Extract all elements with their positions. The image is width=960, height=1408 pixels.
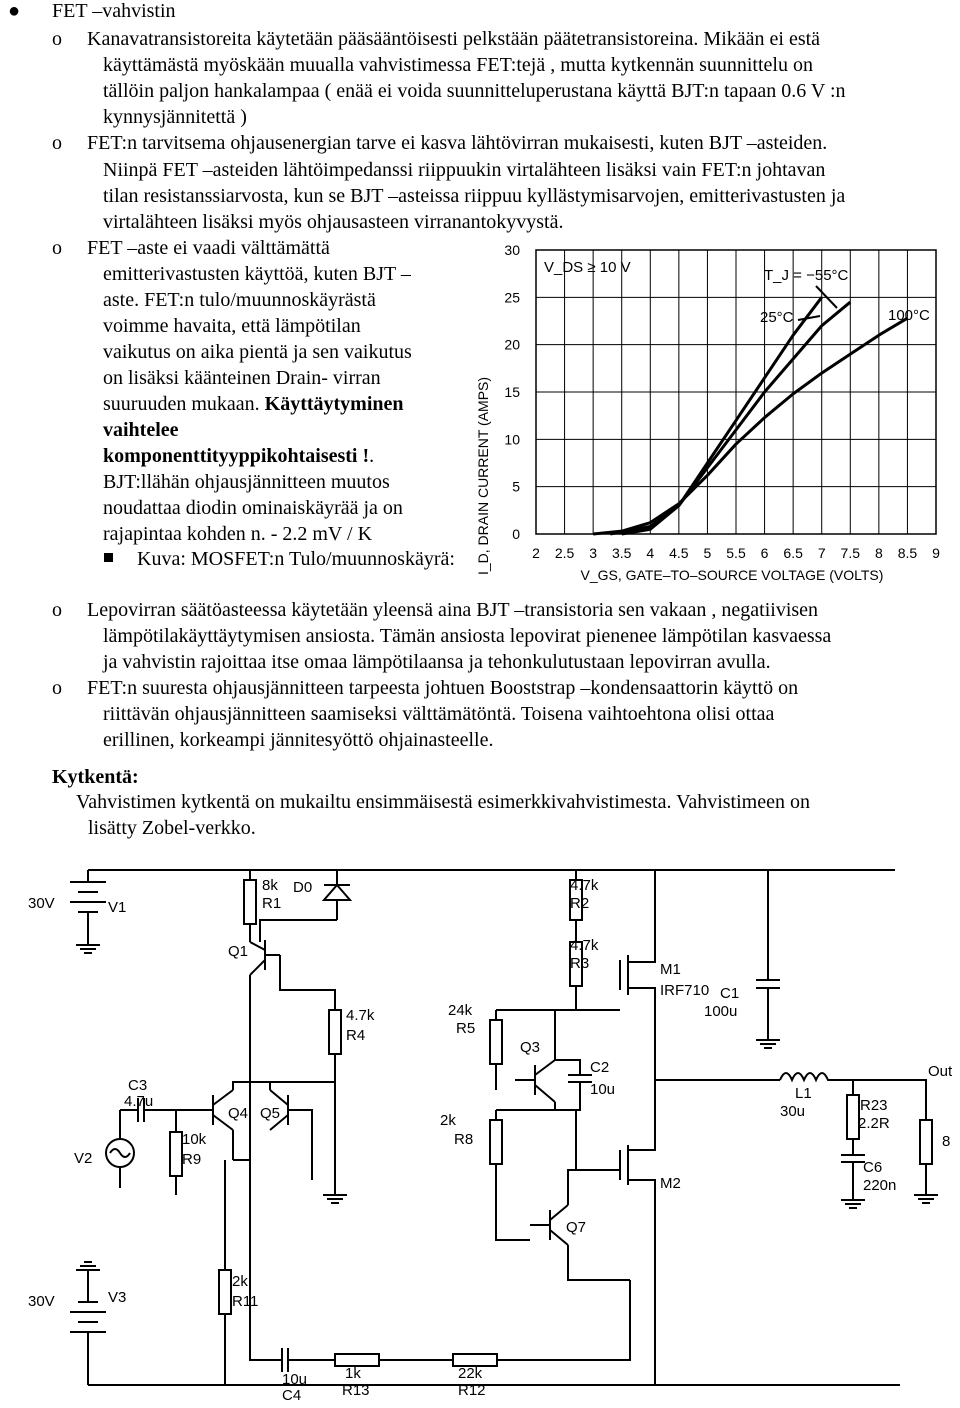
chart-ticks bbox=[504, 242, 940, 561]
label: 2.2R bbox=[858, 1115, 890, 1132]
label: 22k bbox=[458, 1365, 483, 1382]
label: R11 bbox=[232, 1293, 259, 1310]
label: C4 bbox=[282, 1387, 302, 1404]
label: 10u bbox=[282, 1371, 308, 1388]
label: 100u bbox=[704, 1003, 738, 1020]
wire bbox=[895, 1080, 926, 1195]
bullet-o: o bbox=[52, 237, 62, 259]
label: 24k bbox=[448, 1002, 473, 1019]
ground-icon bbox=[914, 1195, 938, 1203]
capacitor-c6 bbox=[841, 1155, 865, 1200]
annotation-100c: 100°C bbox=[888, 307, 930, 324]
x-tick-label: 8.5 bbox=[897, 545, 918, 561]
label: C1 bbox=[720, 985, 740, 1002]
label: Q4 bbox=[228, 1105, 249, 1122]
label: M2 bbox=[660, 1175, 681, 1192]
capacitor-c1 bbox=[756, 870, 780, 1040]
text-line: vaihtelee bbox=[103, 419, 179, 441]
text-line: tällöin paljon hankalampaa ( enää ei voida suunnitteluperustana käyttä BJT:n tapaan 0.6 V :n bbox=[103, 80, 846, 102]
label: 8k bbox=[262, 877, 278, 894]
x-tick-label: 5 bbox=[703, 545, 712, 561]
text-line: lämpötilakäyttäytymisen ansiosta. Tämän ansiosta lepovirat pienenee lämpötilan kasvaessa bbox=[103, 625, 832, 647]
y-tick-label: 15 bbox=[504, 384, 520, 400]
text-line: kynnysjännitettä ) bbox=[103, 106, 247, 128]
transistor-q1 bbox=[250, 940, 280, 1160]
label: C6 bbox=[863, 1159, 883, 1176]
label: Out bbox=[928, 1063, 953, 1080]
label: R9 bbox=[182, 1151, 202, 1168]
x-tick-label: 4.5 bbox=[669, 545, 689, 561]
label: L1 bbox=[795, 1085, 812, 1102]
x-tick-label: 4 bbox=[646, 545, 655, 561]
y-tick-label: 30 bbox=[504, 242, 520, 258]
label: 1k bbox=[345, 1365, 361, 1382]
text-line: noudattaa diodin ominaiskäyrää ja on bbox=[103, 497, 403, 519]
bullet-o: o bbox=[52, 599, 62, 621]
bullet-o: o bbox=[52, 677, 62, 699]
text-line: aste. FET:n tulo/muunnoskäyrästä bbox=[103, 289, 376, 311]
text-line: lisätty Zobel-verkko. bbox=[88, 817, 256, 839]
amplifier-schematic bbox=[20, 850, 960, 1405]
x-tick-label: 5.5 bbox=[726, 545, 746, 561]
x-tick-label: 7 bbox=[817, 545, 826, 561]
label: 8 bbox=[942, 1133, 951, 1150]
series-line-0 bbox=[622, 297, 822, 534]
label: 4.7k bbox=[570, 877, 599, 894]
text-line: Niinpä FET –asteiden lähtöimpedanssi riippuukin virtalähteen lisäksi vain FET:n johtavan bbox=[103, 159, 826, 181]
y-axis-label: I_D, DRAIN CURRENT (AMPS) bbox=[475, 376, 491, 576]
text-line: BJT:llähän ohjausjännitteen muutos bbox=[103, 471, 390, 493]
label: Q1 bbox=[228, 943, 249, 960]
x-axis-label: V_GS, GATE–TO–SOURCE VOLTAGE (VOLTS) bbox=[580, 567, 884, 583]
text-line: FET –aste ei vaadi välttämättä bbox=[87, 237, 330, 259]
page-title: FET –vahvistin bbox=[52, 0, 176, 22]
x-tick-label: 2.5 bbox=[554, 545, 575, 561]
wire bbox=[280, 955, 335, 1080]
text-line: voimme havaita, että lämpötilan bbox=[103, 315, 361, 337]
transistor-q5 bbox=[270, 1080, 335, 1180]
text-line: ja vahvistin rajoittaa itse omaa lämpötilaansa ja tehonkulutustaan lepovirran avulla. bbox=[103, 651, 771, 673]
chart-series bbox=[593, 297, 907, 534]
label: 10u bbox=[590, 1081, 616, 1098]
mosfet-m2 bbox=[576, 1080, 655, 1385]
label: V1 bbox=[108, 899, 127, 916]
x-tick-label: 6.5 bbox=[783, 545, 803, 561]
resistor-r8 bbox=[490, 1120, 502, 1164]
label: 2k bbox=[440, 1112, 456, 1129]
text-line: tilan resistanssiarvosta, kun se BJT –asteissa riippuu kyllästymisarvojen, emitterivastusten ja bbox=[103, 185, 846, 207]
x-tick-label: 9 bbox=[932, 545, 940, 561]
resistor-r11 bbox=[219, 1270, 231, 1314]
series-line-2 bbox=[593, 318, 907, 534]
text-line: komponenttityyppikohtaisesti !. bbox=[103, 445, 375, 467]
y-tick-label: 0 bbox=[512, 526, 520, 542]
x-tick-label: 3.5 bbox=[611, 545, 632, 561]
resistor-rl bbox=[920, 1120, 932, 1164]
series-line-1 bbox=[610, 302, 850, 534]
annotation-tj: T_J = −55°C bbox=[764, 267, 849, 284]
label: R3 bbox=[570, 955, 590, 972]
label: R5 bbox=[456, 1020, 476, 1037]
resistor-r4 bbox=[329, 1010, 341, 1054]
label: 4.7k bbox=[570, 937, 599, 954]
text-line: rajapintaa kohden n. - 2.2 mV / K bbox=[103, 523, 373, 545]
x-tick-label: 7.5 bbox=[840, 545, 861, 561]
annotation-vds: V_DS ≥ 10 V bbox=[544, 259, 631, 276]
label: 30u bbox=[780, 1103, 806, 1120]
y-tick-label: 10 bbox=[504, 431, 520, 448]
x-tick-label: 2 bbox=[532, 545, 540, 561]
text-line: emitterivastusten käyttöä, kuten BJT – bbox=[103, 263, 411, 285]
resistor-r5 bbox=[490, 1020, 502, 1064]
label: R12 bbox=[458, 1382, 486, 1399]
resistor-r1 bbox=[244, 880, 256, 924]
x-tick-label: 3 bbox=[589, 545, 598, 561]
label: IRF710 bbox=[660, 982, 710, 999]
label: 4.7u bbox=[124, 1093, 154, 1110]
figure-caption: Kuva: MOSFET:n Tulo/muunnoskäyrä: bbox=[137, 548, 455, 570]
text-line: erillinen, korkeampi jännitesyöttö ohjainasteelle. bbox=[103, 729, 494, 751]
text-line: FET:n suuresta ohjausjännitteen tarpeesta johtuen Booststrap –kondensaattorin käyttö on bbox=[87, 677, 799, 699]
resistor-r9 bbox=[170, 1132, 182, 1176]
bullet-o: o bbox=[52, 28, 62, 50]
text-line: suuruuden mukaan. Käyttäytyminen bbox=[103, 393, 404, 415]
text-line: FET:n tarvitsema ohjausenergian tarve ei kasva lähtövirran mukaisesti, kuten BJT –asteiden. bbox=[87, 132, 828, 154]
text-line: Lepovirran säätöasteessa käytetään yleensä aina BJT –transistoria sen vakaan , negatiivisen bbox=[87, 599, 819, 621]
label: C3 bbox=[128, 1077, 148, 1094]
wire bbox=[497, 1280, 630, 1360]
transistor-q3 bbox=[496, 1010, 555, 1110]
label: 220n bbox=[863, 1177, 897, 1194]
ground-icon bbox=[76, 945, 100, 953]
label: Q3 bbox=[520, 1039, 541, 1056]
label: R8 bbox=[454, 1131, 474, 1148]
label: R4 bbox=[346, 1027, 366, 1044]
transfer-characteristic-chart bbox=[462, 236, 954, 590]
x-tick-label: 6 bbox=[760, 545, 769, 561]
x-tick-label: 8 bbox=[874, 545, 883, 561]
label: 2k bbox=[232, 1273, 248, 1290]
label: D0 bbox=[293, 879, 313, 896]
ground-icon bbox=[756, 1040, 780, 1048]
text-line: vaikutus on aika pientä ja sen vaikutus bbox=[103, 341, 412, 363]
label: Q7 bbox=[566, 1219, 587, 1236]
chart-grid bbox=[536, 250, 936, 534]
text-line: Kanavatransistoreita käytetään pääsääntöisesti pelkstään päätetransistoreina. Mikään ei estä bbox=[87, 28, 821, 50]
label: R13 bbox=[342, 1382, 370, 1399]
ground-icon bbox=[841, 1200, 865, 1208]
ground-icon bbox=[76, 1262, 100, 1270]
label: R2 bbox=[570, 895, 590, 912]
text-line: riittävän ohjausjännitteen saamiseksi välttämätöntä. Toisena vaihtoehtona olisi ottaa bbox=[103, 703, 775, 725]
ground-icon bbox=[323, 1195, 347, 1203]
label: 30V bbox=[28, 1293, 55, 1310]
label: 30V bbox=[28, 895, 55, 912]
bullet-dot: ● bbox=[8, 0, 21, 22]
text-line: Vahvistimen kytkentä on mukailtu ensimmäisestä esimerkkivahvistimesta. Vahvistimeen on bbox=[76, 791, 810, 813]
label: 10k bbox=[182, 1131, 207, 1148]
section-heading: Kytkentä: bbox=[52, 766, 139, 788]
label: M1 bbox=[660, 961, 681, 978]
label: C2 bbox=[590, 1059, 610, 1076]
text-line: on lisäksi käänteinen Drain- virran bbox=[103, 367, 381, 389]
label: 4.7k bbox=[346, 1007, 375, 1024]
annotation-25c: 25°C bbox=[760, 309, 794, 326]
label: R1 bbox=[262, 895, 282, 912]
capacitor-c2 bbox=[555, 1060, 592, 1110]
label: V3 bbox=[108, 1289, 127, 1306]
wire bbox=[70, 870, 106, 945]
text-line: käyttämästä myöskään muualla vahvistimessa FET:tejä , mutta kytkennän suunnittelu on bbox=[103, 54, 813, 76]
y-tick-label: 5 bbox=[512, 478, 520, 495]
inductor-l1 bbox=[780, 1073, 895, 1080]
text-line: virtalähteen lisäksi myös ohjausasteen virranantokyvystä. bbox=[103, 211, 564, 233]
capacitor-c4 bbox=[250, 1160, 335, 1372]
wire bbox=[110, 1110, 130, 1188]
label: V2 bbox=[74, 1150, 93, 1167]
label: R23 bbox=[860, 1097, 888, 1114]
label: Q5 bbox=[260, 1105, 281, 1122]
bullet-o: o bbox=[52, 132, 62, 154]
y-tick-label: 25 bbox=[504, 289, 520, 306]
bullet-square bbox=[104, 553, 113, 562]
wire bbox=[70, 1270, 106, 1385]
y-tick-label: 20 bbox=[504, 336, 520, 353]
